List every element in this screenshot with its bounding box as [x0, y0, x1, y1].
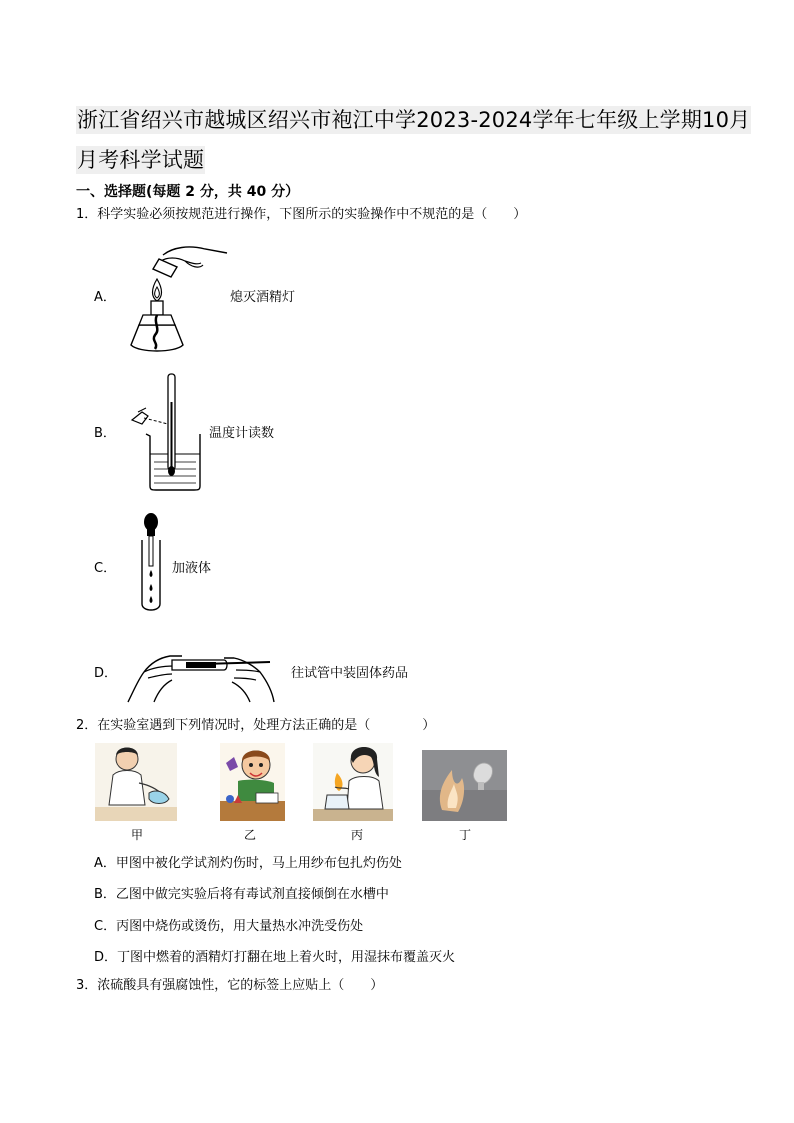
- image-caption-ding: 丁: [459, 828, 472, 842]
- thermometer-beaker-icon: [128, 372, 204, 492]
- question-3-stem: 3．浓硫酸具有强腐蚀性，它的标签上应贴上（ ）: [76, 978, 384, 993]
- test-tube-solid-icon: [124, 640, 280, 706]
- question-1-stem: 1．科学实验必须按规范进行操作，下图所示的实验操作中不规范的是（ ）: [76, 207, 527, 222]
- q1-option-b-label: 温度计读数: [209, 426, 275, 441]
- q2-option-a: A．甲图中被化学试剂灼伤时，马上用纱布包扎灼伤处: [94, 856, 402, 871]
- image-caption-bing: 丙: [351, 828, 364, 842]
- q2-option-b: B．乙图中做完实验后将有毒试剂直接倾倒在水槽中: [94, 887, 389, 902]
- student-flame-icon: [313, 743, 393, 821]
- section-heading: 一、选择题(每题 2 分，共 40 分）: [76, 184, 300, 200]
- q1-option-d-label: 往试管中装固体药品: [291, 666, 409, 681]
- q2-option-d: D．丁图中燃着的酒精灯打翻在地上着火时，用湿抹布覆盖灭火: [94, 950, 456, 965]
- image-caption-jia: 甲: [131, 828, 144, 842]
- q2-option-c: C．丙图中烧伤或烫伤，用大量热水冲洗受伤处: [94, 919, 364, 934]
- q1-option-a-label: 熄灭酒精灯: [230, 290, 296, 305]
- q1-option-c-label: 加液体: [172, 561, 212, 576]
- q1-option-c-letter: C．: [94, 561, 117, 576]
- image-caption-yi: 乙: [244, 828, 257, 842]
- student-pour-icon: [220, 743, 285, 821]
- lamp-fire-icon: [422, 750, 507, 821]
- student-burn-icon: [95, 743, 177, 821]
- dropper-test-tube-icon: [136, 512, 166, 614]
- q1-option-a-letter: A．: [94, 290, 116, 305]
- page-title-line2: 月考科学试题: [77, 148, 205, 172]
- q1-option-d-letter: D．: [94, 666, 118, 681]
- alcohol-lamp-cap-icon: [125, 243, 230, 355]
- page-title-line1: 浙江省绍兴市越城区绍兴市袍江中学2023-2024学年七年级上学期10月: [77, 108, 751, 132]
- q1-option-b-letter: B．: [94, 426, 116, 441]
- question-2-stem: 2．在实验室遇到下列情况时，处理方法正确的是（ ）: [76, 718, 436, 733]
